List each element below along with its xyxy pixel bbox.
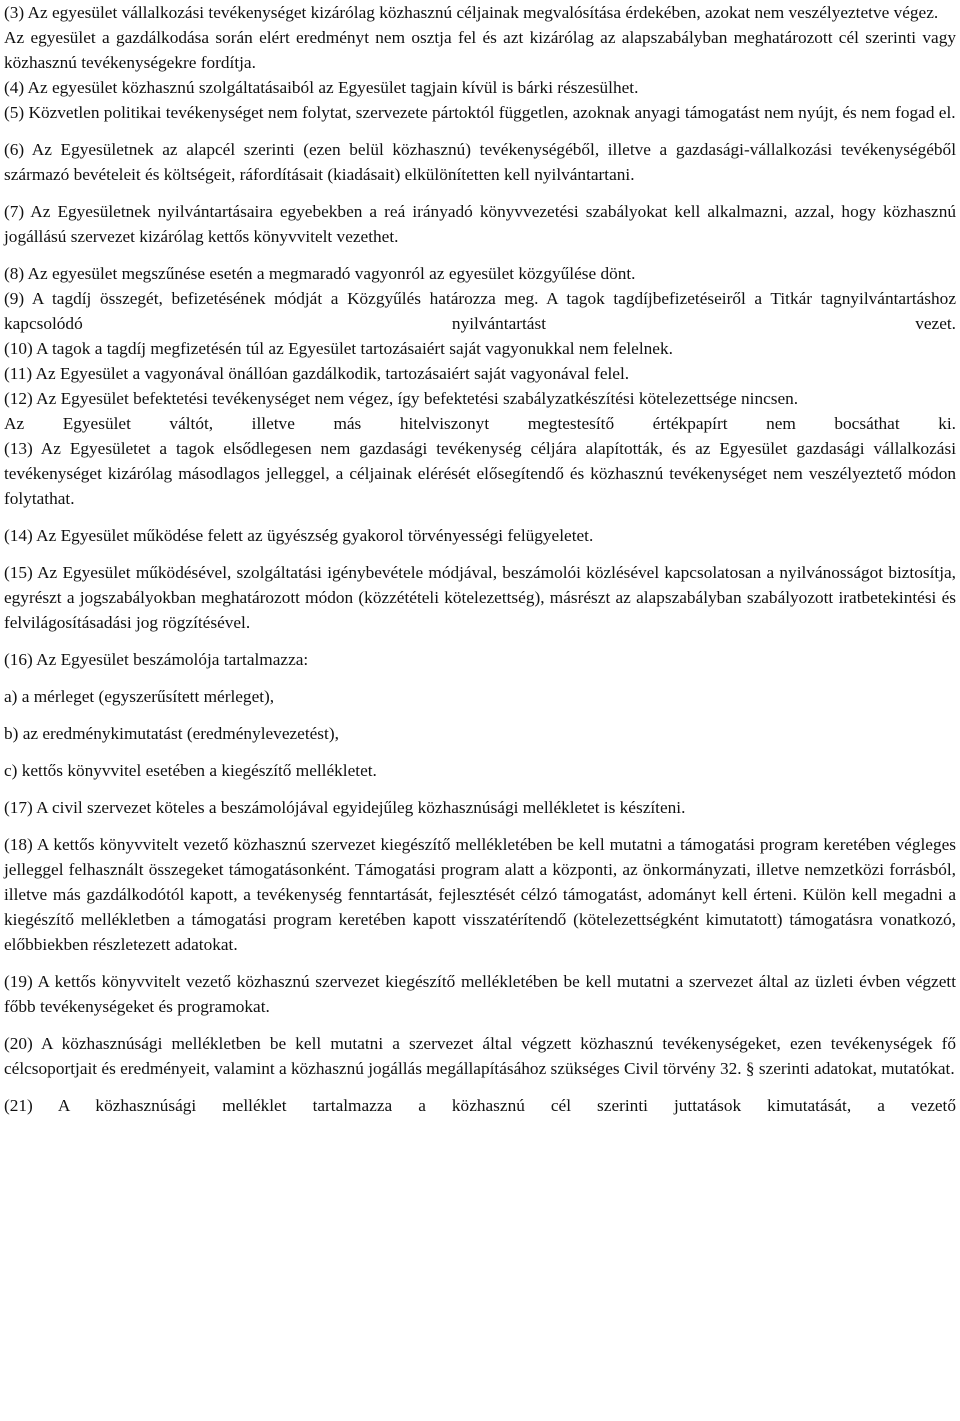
- paragraph-20: (20) A közhasznúsági mellékletben be kell mutatni a szervezet által végzett közhasznú tevékenységeket, ezen tevékenységek fő célcsoportjait és eredményeit, valamint a közhasznú jogállás megállapításához szükséges Civil törvény 32. § szerinti adatokat, mutatókat.: [4, 1034, 956, 1078]
- paragraph-4: (4) Az egyesület közhasznú szolgáltatásaiból az Egyesület tagjain kívül is bárki részesülhet.: [4, 78, 639, 97]
- list-item-a: a) a mérleget (egyszerűsített mérleget),: [4, 687, 275, 706]
- paragraph-10: (10) A tagok a tagdíj megfizetésén túl az Egyesület tartozásaiért saját vagyonukkal nem felelnek.: [4, 339, 673, 358]
- paragraph-12: (12) Az Egyesület befektetési tevékenységet nem végez, így befektetési szabályzatkészítési kötelezettsége nincsen.: [4, 389, 799, 408]
- paragraph-13: (13) Az Egyesületet a tagok elsődlegesen nem gazdasági tevékenység céljára alapították, és az Egyesület gazdasági vállalkozási tevékenységet kizárólag másodlagos jelleggel, a céljainak elérését elősegítendő és közhasznú tevékenységet nem veszélyeztető módon folytathat.: [4, 439, 956, 508]
- paragraph-21: (21) A közhasznúsági melléklet tartalmazza a közhasznú cél szerinti juttatások kimutatását, a vezető: [4, 1096, 956, 1115]
- paragraph-3: (3) Az egyesület vállalkozási tevékenységet kizárólag közhasznú céljainak megvalósítása érdekében, azokat nem veszélyeztetve végez.: [4, 3, 939, 22]
- paragraph-15: (15) Az Egyesület működésével, szolgáltatási igénybevétele módjával, beszámolói közlésével kapcsolatosan a nyilvánosságot biztosítja, egyrészt a jogszabályokban meghatározott módon (közzétételi kötelezettség), másrészt az alapszabályban szabályozott iratbetekintési és felvilágosításadási jog rögzítésével.: [4, 563, 956, 632]
- paragraph-6: (6) Az Egyesületnek az alapcél szerinti (ezen belül közhasznú) tevékenységéből, illetve a gazdasági-vállalkozási tevékenységéből származó bevételeit és költségeit, ráfordításait (kiadásait) elkülönítetten kell nyilvántartani.: [4, 140, 956, 184]
- paragraph-17: (17) A civil szervezet köteles a beszámolójával egyidejűleg közhasznúsági mellékletet is készíteni.: [4, 798, 686, 817]
- paragraph-7: (7) Az Egyesületnek nyilvántartásaira egyebekben a reá irányadó könyvvezetési szabályokat kell alkalmazni, azzal, hogy közhasznú jogállású szervezet kizárólag kettős könyvvitelt vezethet.: [4, 202, 956, 246]
- paragraph-3-continued: Az egyesület a gazdálkodása során elért eredményt nem osztja fel és azt kizárólag az alapszabályban meghatározott cél szerinti vagy közhasznú tevékenységekre fordítja.: [4, 28, 956, 72]
- paragraph-12-continued: Az Egyesület váltót, illetve más hitelviszonyt megtestesítő értékpapírt nem bocsáthat ki.: [4, 414, 956, 433]
- paragraph-18: (18) A kettős könyvvitelt vezető közhasznú szervezet kiegészítő mellékletében be kell mutatni a támogatási program keretében végleges jelleggel felhasznált összegeket támogatásonként. Támogatási program alatt a központi, az önkormányzati, illetve nemzetközi forrásból, illetve más gazdálkodótól kapott, a tevékenység fenntartását, fejlesztését célzó támogatást, adományt kell érteni. Külön kell megadni a kiegészítő mellékletben a támogatási program keretében kapott visszatérítendő (kötelezettségként kimutatott) támogatásra vonatkozó, előbbiekben részletezett adatokat.: [4, 835, 956, 954]
- paragraph-11: (11) Az Egyesület a vagyonával önállóan gazdálkodik, tartozásaiért saját vagyonával felel.: [4, 364, 630, 383]
- paragraph-14: (14) Az Egyesület működése felett az ügyészség gyakorol törvényességi felügyeletet.: [4, 526, 594, 545]
- list-item-c: c) kettős könyvvitel esetében a kiegészítő mellékletet.: [4, 761, 377, 780]
- paragraph-19: (19) A kettős könyvvitelt vezető közhasznú szervezet kiegészítő mellékletében be kell mutatni a szervezet által az üzleti évben végzett főbb tevékenységeket és programokat.: [4, 972, 956, 1016]
- paragraph-8: (8) Az egyesület megszűnése esetén a megmaradó vagyonról az egyesület közgyűlése dönt.: [4, 264, 636, 283]
- paragraph-5: (5) Közvetlen politikai tevékenységet nem folytat, szervezete pártoktól független, azoknak anyagi támogatást nem nyújt, és nem fogad el.: [4, 103, 956, 122]
- document-page: [4, 0, 956, 1118]
- paragraph-16: (16) Az Egyesület beszámolója tartalmazza:: [4, 650, 309, 669]
- list-item-b: b) az eredménykimutatást (eredménylevezetést),: [4, 724, 339, 743]
- paragraph-9: (9) A tagdíj összegét, befizetésének módját a Közgyűlés határozza meg. A tagok tagdíjbefizetéseiről a Titkár tagnyilvántartáshoz kapcsolódó nyilvántartást vezet.: [4, 289, 956, 333]
